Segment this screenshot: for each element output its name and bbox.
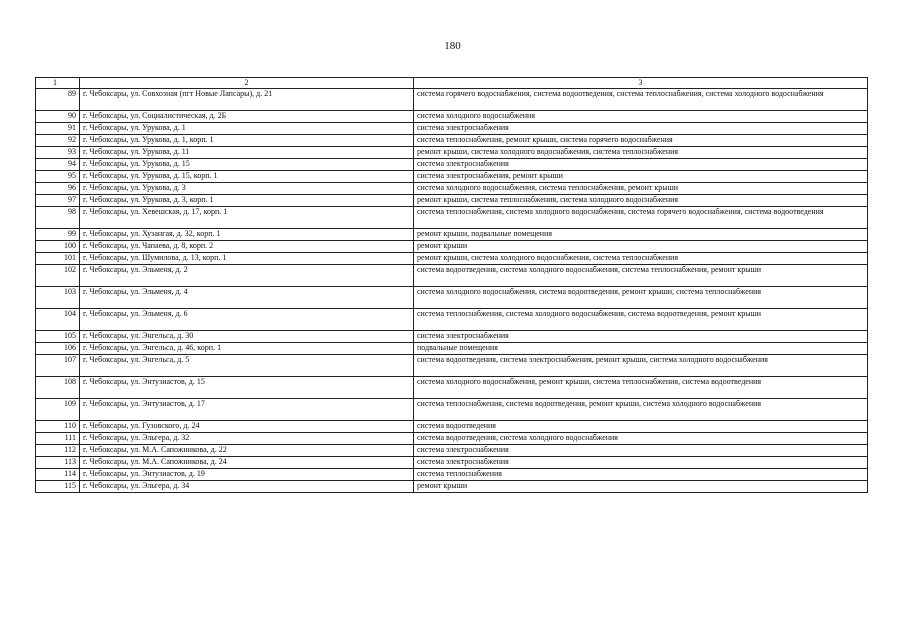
row-number: 99 <box>36 229 80 241</box>
table-row <box>36 89 868 111</box>
row-works: система электроснабжения <box>414 159 868 171</box>
row-number: 101 <box>36 253 80 265</box>
table-row <box>36 241 868 253</box>
column-header-2: 2 <box>80 78 414 89</box>
table-row <box>36 433 868 445</box>
row-address: г. Чебоксары, ул. Урукова, д. 11 <box>80 147 414 159</box>
row-address: г. Чебоксары, ул. Гузовского, д. 24 <box>80 421 414 433</box>
table-row <box>36 183 868 195</box>
table-row <box>36 229 868 241</box>
row-works: ремонт крыши <box>414 241 868 253</box>
row-works: система электроснабжения <box>414 445 868 457</box>
row-address: г. Чебоксары, ул. Энтузиастов, д. 15 <box>80 377 414 399</box>
row-number: 103 <box>36 287 80 309</box>
row-address: г. Чебоксары, ул. Эльменя, д. 4 <box>80 287 414 309</box>
row-address: г. Чебоксары, ул. М.А. Сапожникова, д. 24 <box>80 457 414 469</box>
row-works: система горячего водоснабжения, система водоотведения, система теплоснабжения, система холодного водоснабжения <box>414 89 868 111</box>
row-address: г. Чебоксары, ул. Хевешская, д. 17, корп. 1 <box>80 207 414 229</box>
row-number: 100 <box>36 241 80 253</box>
register-body <box>36 78 868 493</box>
column-header-3: 3 <box>414 78 868 89</box>
table-row <box>36 309 868 331</box>
page-number: 180 <box>444 40 461 52</box>
row-address: г. Чебоксары, ул. Энгельса, д. 30 <box>80 331 414 343</box>
row-number: 90 <box>36 111 80 123</box>
row-address: г. Чебоксары, ул. Социалистическая, д. 2Б <box>80 111 414 123</box>
table-row <box>36 147 868 159</box>
table-row <box>36 421 868 433</box>
row-number: 110 <box>36 421 80 433</box>
table-row <box>36 195 868 207</box>
row-number: 92 <box>36 135 80 147</box>
table-row <box>36 253 868 265</box>
row-number: 91 <box>36 123 80 135</box>
row-address: г. Чебоксары, ул. Урукова, д. 3, корп. 1 <box>80 195 414 207</box>
row-works: система электроснабжения, ремонт крыши <box>414 171 868 183</box>
row-number: 98 <box>36 207 80 229</box>
register-table <box>35 77 868 493</box>
row-number: 105 <box>36 331 80 343</box>
table-row <box>36 287 868 309</box>
row-works: система электроснабжения <box>414 123 868 135</box>
row-works: система холодного водоснабжения, ремонт крыши, система теплоснабжения, система водоотведения <box>414 377 868 399</box>
row-works: система водоотведения, система электроснабжения, ремонт крыши, система холодного водоснабжения <box>414 355 868 377</box>
table-row <box>36 123 868 135</box>
table-row <box>36 159 868 171</box>
row-number: 96 <box>36 183 80 195</box>
row-number: 106 <box>36 343 80 355</box>
row-works: система холодного водоснабжения <box>414 111 868 123</box>
row-address: г. Чебоксары, ул. Эльгера, д. 34 <box>80 481 414 493</box>
table-row <box>36 135 868 147</box>
table-row <box>36 111 868 123</box>
row-works: ремонт крыши <box>414 481 868 493</box>
table-row <box>36 457 868 469</box>
row-works: система холодного водоснабжения, система теплоснабжения, ремонт крыши <box>414 183 868 195</box>
table-row <box>36 355 868 377</box>
table-row <box>36 265 868 287</box>
row-works: система теплоснабжения, система холодного водоснабжения, система горячего водоснабжения, система водоотведения <box>414 207 868 229</box>
row-number: 102 <box>36 265 80 287</box>
row-number: 111 <box>36 433 80 445</box>
row-address: г. Чебоксары, ул. Эльгера, д. 32 <box>80 433 414 445</box>
row-works: система теплоснабжения <box>414 469 868 481</box>
row-number: 114 <box>36 469 80 481</box>
table-row <box>36 207 868 229</box>
row-number: 104 <box>36 309 80 331</box>
row-address: г. Чебоксары, ул. Урукова, д. 3 <box>80 183 414 195</box>
row-number: 115 <box>36 481 80 493</box>
row-works: система водоотведения, система холодного водоснабжения <box>414 433 868 445</box>
row-number: 113 <box>36 457 80 469</box>
row-works: ремонт крыши, система холодного водоснабжения, система теплоснабжения <box>414 147 868 159</box>
column-header-1: 1 <box>36 78 80 89</box>
row-number: 94 <box>36 159 80 171</box>
row-address: г. Чебоксары, ул. Шумилова, д. 13, корп. 1 <box>80 253 414 265</box>
table-row <box>36 469 868 481</box>
row-works: система водоотведения, система холодного водоснабжения, система теплоснабжения, ремонт крыши <box>414 265 868 287</box>
column-number-row <box>36 78 868 89</box>
row-works: ремонт крыши, подвальные помещения <box>414 229 868 241</box>
row-number: 107 <box>36 355 80 377</box>
row-address: г. Чебоксары, ул. Энтузиастов, д. 17 <box>80 399 414 421</box>
table-row <box>36 343 868 355</box>
table-row <box>36 171 868 183</box>
table-row <box>36 481 868 493</box>
row-number: 95 <box>36 171 80 183</box>
row-address: г. Чебоксары, ул. Хузангая, д. 32, корп. 1 <box>80 229 414 241</box>
row-address: г. Чебоксары, ул. Урукова, д. 1 <box>80 123 414 135</box>
table-row <box>36 331 868 343</box>
row-works: система теплоснабжения, система водоотведения, ремонт крыши, система холодного водоснабжения <box>414 399 868 421</box>
row-number: 108 <box>36 377 80 399</box>
row-works: система электроснабжения <box>414 331 868 343</box>
row-number: 112 <box>36 445 80 457</box>
row-address: г. Чебоксары, ул. Чапаева, д. 8, корп. 2 <box>80 241 414 253</box>
row-address: г. Чебоксары, ул. Эльменя, д. 6 <box>80 309 414 331</box>
row-number: 97 <box>36 195 80 207</box>
row-works: система теплоснабжения, система холодного водоснабжения, система водоотведения, ремонт крыши <box>414 309 868 331</box>
row-address: г. Чебоксары, ул. Энтузиастов, д. 19 <box>80 469 414 481</box>
row-address: г. Чебоксары, ул. Энгельса, д. 46, корп. 1 <box>80 343 414 355</box>
table-row <box>36 377 868 399</box>
row-number: 109 <box>36 399 80 421</box>
row-works: ремонт крыши, система теплоснабжения, система холодного водоснабжения <box>414 195 868 207</box>
row-works: ремонт крыши, система холодного водоснабжения, система теплоснабжения <box>414 253 868 265</box>
row-address: г. Чебоксары, ул. Энгельса, д. 5 <box>80 355 414 377</box>
row-address: г. Чебоксары, ул. Урукова, д. 1, корп. 1 <box>80 135 414 147</box>
table-row <box>36 399 868 421</box>
row-address: г. Чебоксары, ул. Урукова, д. 15 <box>80 159 414 171</box>
row-works: система водоотведения <box>414 421 868 433</box>
row-address: г. Чебоксары, ул. Урукова, д. 15, корп. 1 <box>80 171 414 183</box>
row-address: г. Чебоксары, ул. Эльменя, д. 2 <box>80 265 414 287</box>
table-row <box>36 445 868 457</box>
row-works: подвальные помещения <box>414 343 868 355</box>
row-number: 93 <box>36 147 80 159</box>
row-number: 89 <box>36 89 80 111</box>
row-works: система холодного водоснабжения, система водоотведения, ремонт крыши, система теплоснабжения <box>414 287 868 309</box>
row-address: г. Чебоксары, ул. М.А. Сапожникова, д. 22 <box>80 445 414 457</box>
row-address: г. Чебоксары, ул. Совхозная (пгт Новые Лапсары), д. 21 <box>80 89 414 111</box>
row-works: система теплоснабжения, ремонт крыши, система горячего водоснабжения <box>414 135 868 147</box>
row-works: система электроснабжения <box>414 457 868 469</box>
